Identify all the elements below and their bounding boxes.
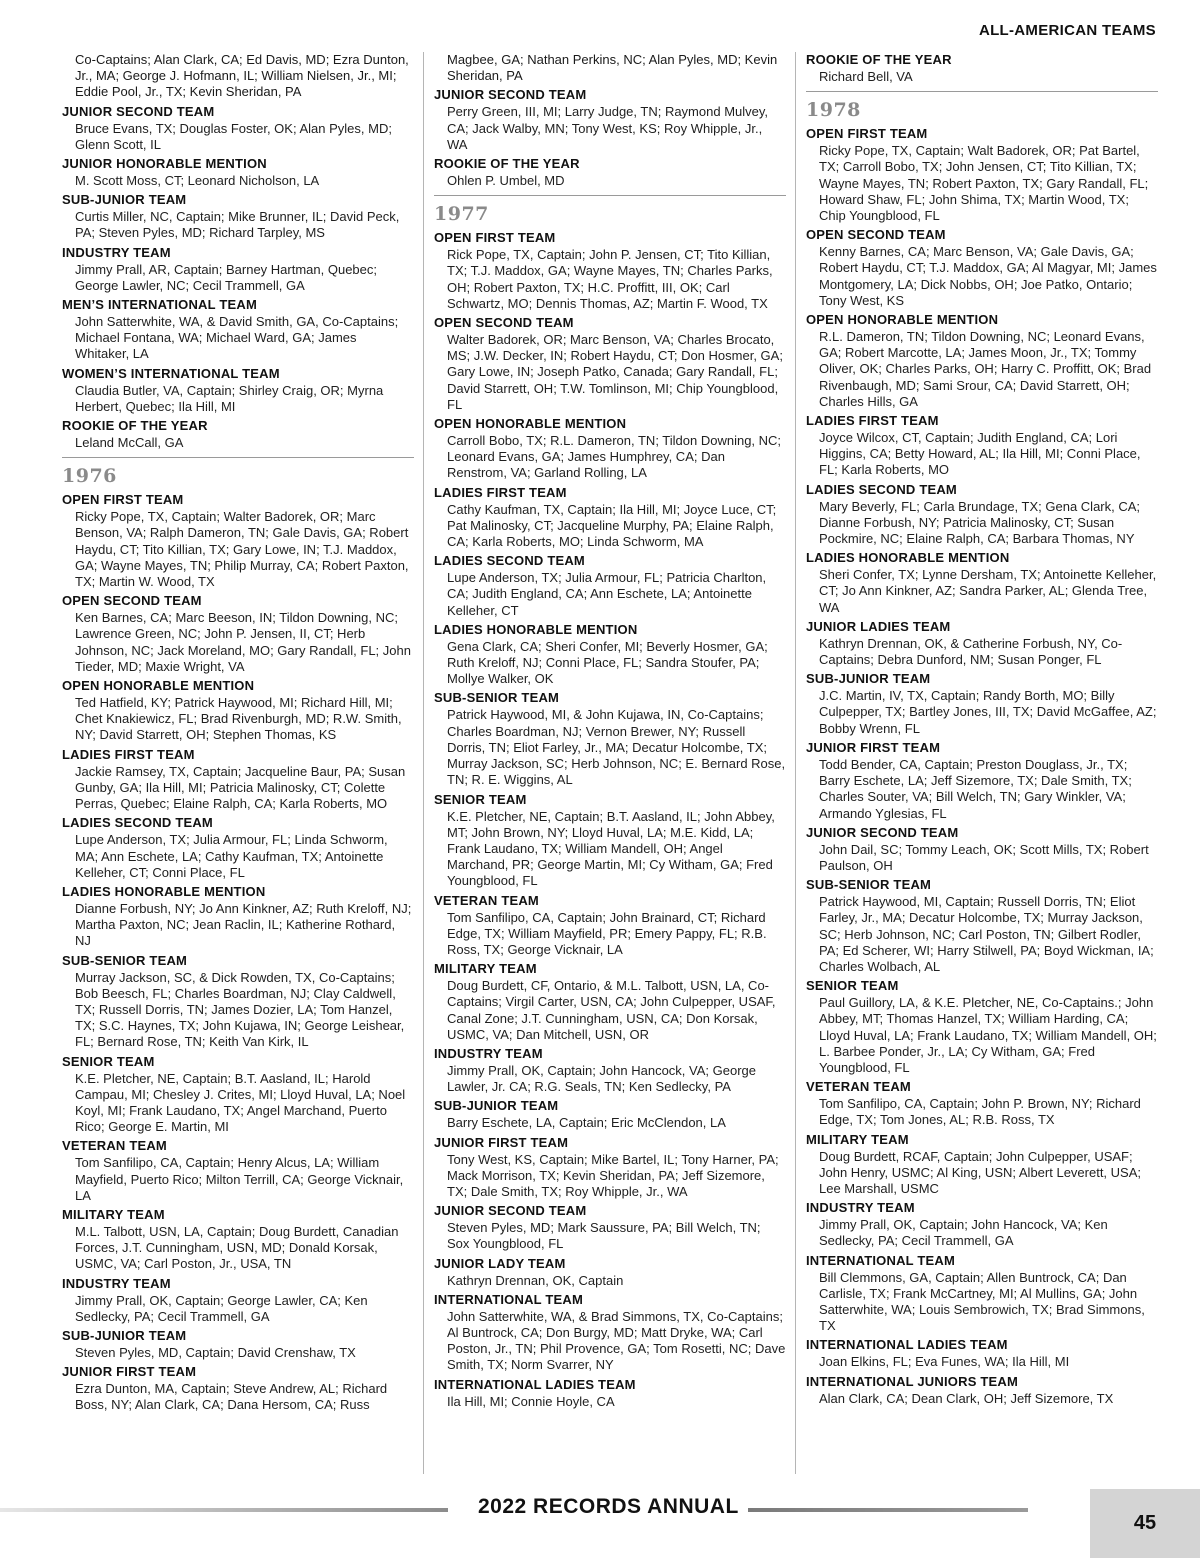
column-1 xyxy=(62,52,414,1477)
team-members: K.E. Pletcher, NE, Captain; B.T. Aasland, IL; John Abbey, MT; John Brown, NY; Lloyd Huval, LA; M.E. Kidd, LA; Frank Laudano, TX; William Mandell, OH; Angel Marchand, PR; George Martin, MI; Cy Witham, GA; Fred Youngblood, FL xyxy=(447,808,775,889)
team-heading: INTERNATIONAL JUNIORS TEAM xyxy=(806,1373,1019,1389)
team-section xyxy=(62,747,414,813)
team-section xyxy=(62,1328,414,1361)
team-heading: LADIES SECOND TEAM xyxy=(434,553,585,569)
team-heading: ROOKIE OF THE YEAR xyxy=(62,418,208,434)
team-heading: MILITARY TEAM xyxy=(62,1206,165,1222)
team-members: John Satterwhite, WA, & David Smith, GA, Co-Captains; Michael Fontana, WA; Michael Ward, GA; James Whitaker, LA xyxy=(75,314,399,362)
team-members: Patrick Haywood, MI, & John Kujawa, IN, Co-Captains; Charles Boardman, NJ; Vernon Brewer, NY; Russell Dorris, TN; Eliot Farley, Jr., MA; Decatur Holcombe, TX; Murray Jackson, SC; Herb Johnson, NC; E. Bernard Rose, TN; R. E. Wiggins, AL xyxy=(447,707,786,788)
team-heading: JUNIOR LADIES TEAM xyxy=(806,618,951,634)
team-heading: JUNIOR FIRST TEAM xyxy=(806,739,941,755)
team-members: Ken Barnes, CA; Marc Beeson, IN; Tildon Downing, NC; Lawrence Green, NC; John P. Jensen, II, CT; Herb Johnson, NC; Jack Moreland, MO; Gary Randall, FL; John Tieder, MD; Maxie Wright, VA xyxy=(75,610,411,674)
team-heading: LADIES FIRST TEAM xyxy=(62,746,195,762)
team-members: Kenny Barnes, CA; Marc Benson, VA; Gale Davis, GA; Robert Haydu, CT; T.J. Maddox, GA; Al Magyar, MI; James Montgomery, LA; Dick Nobbs, OH; Joe Patko, Ontario; Tony West, KS xyxy=(819,244,1157,308)
team-section xyxy=(62,1138,414,1204)
team-members: Lupe Anderson, TX; Julia Armour, FL; Linda Schworm, MA; Ann Eschete, LA; Cathy Kaufman, TX; Antoinette Kelleher, CT; Conni Place, FL xyxy=(75,832,388,880)
column-2 xyxy=(434,52,786,1477)
team-section xyxy=(806,1200,1158,1249)
team-members: Bill Clemmons, GA, Captain; Allen Buntrock, CA; Dan Carlisle, TX; Frank McCartney, MI; Al Mullins, GA; John Satterwhite, WA; Louis Sembrowich, TX; Brad Simmons, TX xyxy=(819,1269,1145,1334)
team-heading: INTERNATIONAL TEAM xyxy=(806,1252,955,1268)
team-heading: LADIES HONORABLE MENTION xyxy=(62,883,266,899)
team-section xyxy=(806,978,1158,1076)
team-section xyxy=(62,366,414,415)
year-heading: 1978 xyxy=(806,99,861,122)
page-header-title: ALL-AMERICAN TEAMS xyxy=(978,22,1156,39)
columns-container xyxy=(62,52,1157,1477)
team-heading: SENIOR TEAM xyxy=(806,978,899,994)
team-section xyxy=(62,884,414,950)
team-section xyxy=(434,315,786,413)
team-heading: LADIES SECOND TEAM xyxy=(62,815,213,831)
year-block xyxy=(806,91,1158,1407)
team-members: Ricky Pope, TX, Captain; Walter Badorek, OR; Marc Benson, VA; Ralph Dameron, TN; Gale Davis, GA; Robert Haydu, CT; Tito Killian, TX; Gary Lowe, IN; T.J. Maddox, GA; Wayne Mayes, TN; Philip Murray, CA; Robert Paxton, TX; Martin W. Wood, TX xyxy=(75,509,409,590)
team-section xyxy=(434,553,786,619)
team-section xyxy=(806,1253,1158,1335)
team-section xyxy=(62,1276,414,1325)
team-heading: ROOKIE OF THE YEAR xyxy=(434,156,580,172)
team-members: Kathryn Drennan, OK, & Catherine Forbush, NY, Co-Captains; Debra Dunford, NM; Susan Ponger, FL xyxy=(819,635,1123,668)
team-section xyxy=(434,230,786,312)
team-section xyxy=(434,485,786,551)
team-members: Kathryn Drennan, OK, Captain xyxy=(447,1272,624,1288)
team-heading: OPEN HONORABLE MENTION xyxy=(434,416,627,432)
team-section xyxy=(434,1377,786,1410)
team-members: Bruce Evans, TX; Douglas Foster, OK; Alan Pyles, MD; Glenn Scott, IL xyxy=(75,120,392,152)
column-3 xyxy=(806,52,1158,1477)
team-members: Joyce Wilcox, CT, Captain; Judith England, CA; Lori Higgins, CA; Betty Howard, AL; Ila Hill, MI; Conni Place, FL; Karla Roberts, MO xyxy=(819,430,1141,478)
team-members: Steven Pyles, MD, Captain; David Crenshaw, TX xyxy=(75,1344,356,1360)
team-section xyxy=(806,126,1158,224)
team-section xyxy=(62,245,414,294)
team-section xyxy=(62,297,414,363)
team-section xyxy=(434,690,786,788)
team-heading: OPEN SECOND TEAM xyxy=(806,227,946,243)
team-heading: SENIOR TEAM xyxy=(62,1053,155,1069)
team-section xyxy=(806,52,1158,85)
team-members: Tom Sanfilipo, CA, Captain; Henry Alcus, LA; William Mayfield, Puerto Rico; Milton Terrill, CA; George Vicknair, LA xyxy=(75,1155,404,1203)
team-members: Barry Eschete, LA, Captain; Eric McClendon, LA xyxy=(447,1115,726,1131)
team-heading: SUB-JUNIOR TEAM xyxy=(62,1327,187,1343)
team-members: Leland McCall, GA xyxy=(75,435,184,451)
team-heading: JUNIOR SECOND TEAM xyxy=(434,1203,587,1219)
team-members: Ezra Dunton, MA, Captain; Steve Andrew, AL; Richard Boss, NY; Alan Clark, CA; Dana Hersom, CA; Russ xyxy=(75,1381,388,1413)
team-section xyxy=(806,825,1158,874)
team-section xyxy=(434,1203,786,1252)
team-members: Ila Hill, MI; Connie Hoyle, CA xyxy=(447,1393,615,1409)
team-section xyxy=(434,622,786,688)
team-section xyxy=(434,156,786,189)
team-section xyxy=(434,1292,786,1374)
team-section xyxy=(806,740,1158,822)
team-heading: JUNIOR FIRST TEAM xyxy=(434,1134,569,1150)
team-members: Tom Sanfilipo, CA, Captain; John P. Brown, NY; Richard Edge, TX; Tom Jones, AL; R.B. Ross, TX xyxy=(819,1096,1141,1128)
team-section xyxy=(806,413,1158,479)
team-members: Claudia Butler, VA, Captain; Shirley Craig, OR; Myrna Herbert, Quebec; Ila Hill, MI xyxy=(75,382,384,414)
team-members: Jimmy Prall, AR, Captain; Barney Hartman, Quebec; George Lawler, NC; Cecil Trammell, GA xyxy=(75,261,378,293)
team-heading: JUNIOR HONORABLE MENTION xyxy=(62,156,267,172)
team-heading: JUNIOR LADY TEAM xyxy=(434,1255,566,1271)
team-section xyxy=(62,1364,414,1413)
team-heading: LADIES HONORABLE MENTION xyxy=(434,621,638,637)
team-section xyxy=(806,1374,1158,1407)
team-heading: INDUSTRY TEAM xyxy=(434,1045,543,1061)
team-heading: SUB-JUNIOR TEAM xyxy=(62,192,187,208)
team-section xyxy=(434,1098,786,1131)
team-heading: MILITARY TEAM xyxy=(806,1131,909,1147)
column-divider xyxy=(795,52,796,1474)
team-members: Rick Pope, TX, Captain; John P. Jensen, CT; Tito Killian, TX; T.J. Maddox, GA; Wayne Mayes, TN; Charles Parks, OH; Robert Paxton, TX; H.C. Proffitt, III, OK; Carl Schwartz, MO; Dennis Thomas, AZ; Martin F. Wood, TX xyxy=(447,247,773,311)
team-heading: MEN’S INTERNATIONAL TEAM xyxy=(62,297,257,313)
footer-title: 2022 RECORDS ANNUAL xyxy=(478,1495,739,1518)
team-members: Carroll Bobo, TX; R.L. Dameron, TN; Tildon Downing, NC; Leonard Evans, GA; James Humphrey, CA; Dan Renstrom, VA; Garland Rolling, LA xyxy=(447,433,782,481)
team-heading: LADIES SECOND TEAM xyxy=(806,481,957,497)
team-section xyxy=(434,1135,786,1201)
team-heading: SUB-JUNIOR TEAM xyxy=(434,1098,559,1114)
team-members: Patrick Haywood, MI, Captain; Russell Dorris, TN; Eliot Farley, Jr., MA; Decatur Holcombe, TX; Murray Jackson, SC; Herb Johnson, NC; Carl Poston, TN; Gilbert Rodler, PA; Ed Scherer, WI; Harry Stilwell, PA; Boyd Wickman, IA; Charles Wolbach, AL xyxy=(819,894,1154,974)
team-heading: WOMEN’S INTERNATIONAL TEAM xyxy=(62,365,280,381)
year-block xyxy=(62,457,414,1413)
team-section xyxy=(434,416,786,482)
team-members: Perry Green, III, MI; Larry Judge, TN; Raymond Mulvey, CA; Jack Walby, MN; Tony West, KS; Roy Whipple, Jr., WA xyxy=(447,104,769,152)
team-members: Doug Burdett, CF, Ontario, & M.L. Talbott, USN, LA, Co-Captains; Virgil Carter, USN, CA; John Culpepper, USAF, Canal Zone; J.T. Cunningham, USN, CA; Don Korsak, USMC, VA; Dan Mitchell, USN, OR xyxy=(447,978,776,1042)
team-members: J.C. Martin, IV, TX, Captain; Randy Borth, MO; Billy Culpepper, TX; Bartley Jones, III, TX; David McGaffee, AZ; Bobby Wrenn, FL xyxy=(819,688,1157,736)
team-heading: OPEN FIRST TEAM xyxy=(434,230,556,246)
team-members: K.E. Pletcher, NE, Captain; B.T. Aasland, IL; Harold Campau, MI; Chesley J. Crites, MI; Lloyd Huval, LA; Noel Koyl, MI; Frank Laudano, TX; Angel Marchand, Puerto Rico; George E. Martin, MI xyxy=(75,1070,406,1135)
team-heading: SENIOR TEAM xyxy=(434,791,527,807)
team-heading: OPEN SECOND TEAM xyxy=(434,315,574,331)
team-heading: INTERNATIONAL LADIES TEAM xyxy=(806,1337,1008,1353)
team-members: Walter Badorek, OR; Marc Benson, VA; Charles Brocato, MS; J.W. Decker, IN; Robert Haydu, CT; Don Hosmer, GA; Gary Lowe, IN; Joseph Patko, Canada; Gary Randall, FL; David Starrett, OH; T.W. Tomlinson, MI; Chip Youngblood, FL xyxy=(447,332,783,412)
team-members: Cathy Kaufman, TX, Captain; Ila Hill, MI; Joyce Luce, CT; Pat Malinosky, CT; Jacqueline Murphy, PA; Elaine Ralph, CA; Karla Roberts, MO; Linda Schworm, MA xyxy=(447,501,777,550)
team-members: Tom Sanfilipo, CA, Captain; John Brainard, CT; Richard Edge, TX; William Mayfield, PR; Emery Pappy, FL; R.B. Ross, TX; George Vicknair, LA xyxy=(447,909,767,957)
team-members: Sheri Confer, TX; Lynne Dersham, TX; Antoinette Kelleher, CT; Jo Ann Kinkner, AZ; Sandra Parker, AL; Glenda Tree, WA xyxy=(819,567,1157,615)
team-heading: VETERAN TEAM xyxy=(434,892,539,908)
team-section xyxy=(62,1054,414,1136)
footer-rule-right xyxy=(748,1508,1028,1512)
team-heading: ROOKIE OF THE YEAR xyxy=(806,52,952,67)
team-section xyxy=(62,156,414,189)
team-members: Paul Guillory, LA, & K.E. Pletcher, NE, Co-Captains.; John Abbey, MT; Thomas Hanzel, TX; William Harding, CA; Lloyd Huval, LA; Frank Laudano, TX; William Mandell, OH; L. Barbee Ponder, Jr., LA; Cy Witham, GA; Fred Youngblood, FL xyxy=(819,995,1157,1075)
team-members: Todd Bender, CA, Captain; Preston Douglass, Jr., TX; Barry Eschete, LA; Jeff Sizemore, TX; Dale Smith, TX; Charles Souter, VA; Bill Welch, TN; Gary Winkler, VA; Armando Yglesias, FL xyxy=(819,756,1132,821)
team-section xyxy=(62,815,414,881)
team-heading: INTERNATIONAL TEAM xyxy=(434,1291,583,1307)
team-section xyxy=(62,953,414,1051)
team-members: Steven Pyles, MD; Mark Saussure, PA; Bill Welch, TN; Sox Youngblood, FL xyxy=(447,1220,761,1252)
team-heading: INDUSTRY TEAM xyxy=(62,244,171,260)
team-section xyxy=(806,227,1158,309)
team-members: Dianne Forbush, NY; Jo Ann Kinkner, AZ; Ruth Kreloff, NJ; Martha Paxton, NC; Jean Raclin, IL; Katherine Rothard, NJ xyxy=(75,900,412,949)
team-heading: INDUSTRY TEAM xyxy=(62,1275,171,1291)
team-section xyxy=(434,87,786,153)
team-section xyxy=(62,104,414,153)
team-heading: VETERAN TEAM xyxy=(806,1079,911,1095)
year-heading: 1977 xyxy=(434,203,489,226)
team-heading: OPEN HONORABLE MENTION xyxy=(806,312,999,328)
year-heading: 1976 xyxy=(62,465,117,488)
team-heading: LADIES FIRST TEAM xyxy=(806,413,939,429)
column-divider xyxy=(423,52,424,1474)
team-members: John Satterwhite, WA, & Brad Simmons, TX, Co-Captains; Al Buntrock, CA; Don Burgy, MD; Matt Dryke, WA; Carl Poston, Jr., TN; Phil Provence, GA; Tom Rosetti, NC; Dave Smith, TX; Norm Svarrer, NY xyxy=(447,1308,786,1373)
team-section xyxy=(62,418,414,451)
team-section xyxy=(434,961,786,1043)
team-members: M.L. Talbott, USN, LA, Captain; Doug Burdett, Canadian Forces, J.T. Cunningham, USN, MD; Donald Korsak, USMC, VA; Carl Poston, Jr., USA, TN xyxy=(75,1223,399,1272)
team-section xyxy=(62,492,414,590)
team-section xyxy=(806,619,1158,668)
team-section xyxy=(62,678,414,744)
team-heading: OPEN HONORABLE MENTION xyxy=(62,678,255,694)
team-section xyxy=(806,1079,1158,1128)
page-number: 45 xyxy=(1133,1512,1157,1534)
team-heading: SUB-JUNIOR TEAM xyxy=(806,671,931,687)
team-section xyxy=(62,1207,414,1273)
team-heading: JUNIOR SECOND TEAM xyxy=(806,824,959,840)
team-heading: OPEN FIRST TEAM xyxy=(806,126,928,142)
team-members: Lupe Anderson, TX; Julia Armour, FL; Patricia Charlton, CA; Judith England, CA; Ann Eschete, LA; Antoinette Kelleher, CT xyxy=(447,570,767,618)
team-members: M. Scott Moss, CT; Leonard Nicholson, LA xyxy=(75,173,320,189)
team-members: Joan Elkins, FL; Eva Funes, WA; Ila Hill, MI xyxy=(819,1354,1070,1370)
team-section xyxy=(806,1337,1158,1370)
team-section xyxy=(806,482,1158,548)
team-heading: SUB-SENIOR TEAM xyxy=(806,877,932,893)
continued-text: Co-Captains; Alan Clark, CA; Ed Davis, MD; Ezra Dunton, Jr., MA; George J. Hofmann, IL; William Nielsen, Jr., MI; Eddie Pool, Jr., TX; Kevin Sheridan, PA xyxy=(75,52,409,100)
footer-rule-left xyxy=(0,1508,448,1512)
team-members: Ricky Pope, TX, Captain; Walt Badorek, OR; Pat Bartel, TX; Carroll Bobo, TX; John Jensen, CT; Tito Killian, TX; Wayne Mayes, TN; Robert Paxton, TX; Gary Randall, FL; Howard Shaw, FL; John Shima, TX; Martin Wood, TX; Chip Youngblood, FL xyxy=(819,143,1149,224)
team-members: Jimmy Prall, OK, Captain; George Lawler, CA; Ken Sedlecky, PA; Cecil Trammell, GA xyxy=(75,1292,368,1324)
team-section xyxy=(806,312,1158,410)
continued-text: Magbee, GA; Nathan Perkins, NC; Alan Pyles, MD; Kevin Sheridan, PA xyxy=(447,52,778,84)
team-heading: INDUSTRY TEAM xyxy=(806,1200,915,1216)
team-heading: OPEN SECOND TEAM xyxy=(62,593,202,609)
team-section xyxy=(806,671,1158,737)
team-heading: SUB-SENIOR TEAM xyxy=(434,690,560,706)
team-section xyxy=(62,192,414,241)
team-section xyxy=(62,593,414,675)
team-heading: JUNIOR SECOND TEAM xyxy=(62,103,215,119)
team-section xyxy=(434,1256,786,1289)
team-members: Alan Clark, CA; Dean Clark, OH; Jeff Sizemore, TX xyxy=(819,1390,1114,1406)
team-heading: SUB-SENIOR TEAM xyxy=(62,952,188,968)
team-heading: MILITARY TEAM xyxy=(434,961,537,977)
page-number-box xyxy=(1090,1489,1200,1558)
team-members: Curtis Miller, NC, Captain; Mike Brunner, IL; David Peck, PA; Steven Pyles, MD; Richard Tarpley, MS xyxy=(75,209,400,241)
team-heading: INTERNATIONAL LADIES TEAM xyxy=(434,1376,636,1392)
team-heading: OPEN FIRST TEAM xyxy=(62,492,184,508)
team-members: Doug Burdett, RCAF, Captain; John Culpepper, USAF; John Henry, USMC; Al King, USN; Albert Leverett, USA; Lee Marshall, USMC xyxy=(819,1148,1141,1196)
team-members: Tony West, KS, Captain; Mike Bartel, IL; Tony Harner, PA; Mack Morrison, TX; Kevin Sheridan, PA; Jeff Sizemore, TX; Dale Smith, TX; Roy Whipple, Jr., WA xyxy=(447,1151,779,1199)
team-heading: LADIES FIRST TEAM xyxy=(434,484,567,500)
team-section xyxy=(806,877,1158,975)
team-members: Ted Hatfield, KY; Patrick Haywood, MI; Richard Hill, MI; Chet Knakiewicz, FL; Brad Rivenburgh, MD; R.W. Smith, NY; David Starrett, OH; Stephen Thomas, KS xyxy=(75,695,402,743)
team-members: John Dail, SC; Tommy Leach, OK; Scott Mills, TX; Robert Paulson, OH xyxy=(819,841,1149,873)
team-heading: JUNIOR SECOND TEAM xyxy=(434,87,587,103)
team-heading: VETERAN TEAM xyxy=(62,1138,167,1154)
team-members: Jackie Ramsey, TX, Captain; Jacqueline Baur, PA; Susan Gunby, GA; Ila Hill, MI; Patricia Malinosky, CT; Colette Perras, Quebec; Elaine Ralph, CA; Karla Roberts, MO xyxy=(75,763,406,812)
year-block xyxy=(434,195,786,1410)
team-section xyxy=(806,1132,1158,1198)
team-heading: LADIES HONORABLE MENTION xyxy=(806,550,1010,566)
team-members: Jimmy Prall, OK, Captain; John Hancock, VA; George Lawler, Jr. CA; R.G. Seals, TN; Ken Sedlecky, PA xyxy=(447,1062,756,1095)
team-members: Mary Beverly, FL; Carla Brundage, TX; Gena Clark, CA; Dianne Forbush, NY; Patricia Malinosky, CT; Susan Pockmire, NC; Elaine Ralph, CA; Barbara Thomas, NY xyxy=(819,498,1141,547)
team-members: Murray Jackson, SC, & Dick Rowden, TX, Co-Captains; Bob Beesch, FL; Charles Boardman, NJ; Clay Caldwell, TX; Russell Dorris, TN; James Dozier, LA; Tom Hanzel, TX; S.C. Haynes, TX; John Kujawa, IN; George Leishear, FL; Bernard Rose, TN; Keith Van Kirk, IL xyxy=(75,969,405,1050)
team-heading: JUNIOR FIRST TEAM xyxy=(62,1364,197,1380)
team-members: R.L. Dameron, TN; Tildon Downing, NC; Leonard Evans, GA; Robert Marcotte, LA; James Moon, Jr., TX; Tommy Oliver, OK; Charles Parks, OH; Harry C. Proffitt, OK; Brad Rivenbaugh, MD; Sami Srour, CA; David Starrett, OH; Charles Hills, GA xyxy=(819,329,1152,409)
team-members: Ohlen P. Umbel, MD xyxy=(447,173,565,189)
team-members: Gena Clark, CA; Sheri Confer, MI; Beverly Hosmer, GA; Ruth Kreloff, NJ; Conni Place, FL; Sandra Stoufer, PA; Mollye Walker, OK xyxy=(447,638,768,687)
team-members: Jimmy Prall, OK, Captain; John Hancock, VA; Ken Sedlecky, PA; Cecil Trammell, GA xyxy=(819,1217,1108,1249)
team-members: Richard Bell, VA xyxy=(819,69,913,84)
team-section xyxy=(434,792,786,890)
team-section xyxy=(434,1046,786,1095)
team-section xyxy=(806,550,1158,616)
team-section xyxy=(434,893,786,959)
